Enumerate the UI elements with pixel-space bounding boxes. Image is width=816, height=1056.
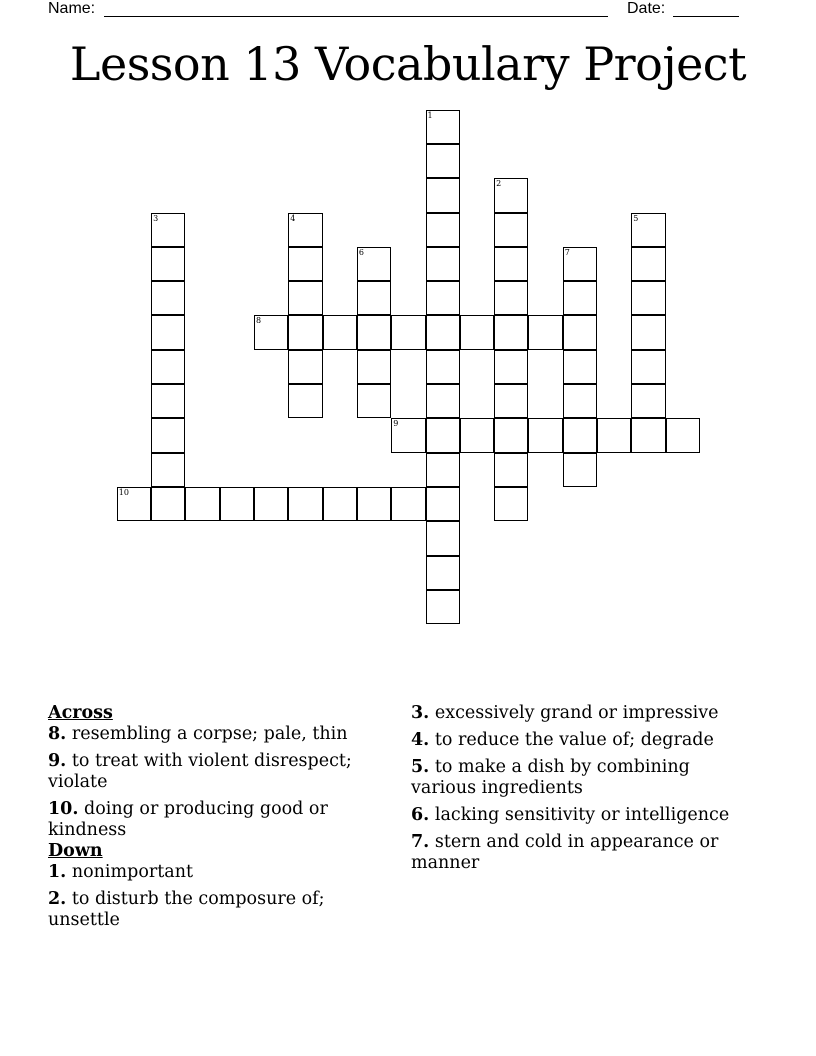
- crossword-cell[interactable]: [288, 487, 322, 521]
- clue-number: 5.: [411, 757, 430, 777]
- crossword-cell[interactable]: [426, 453, 460, 487]
- down-heading: Down: [48, 841, 103, 861]
- clue-across-8: [48, 724, 393, 745]
- clues-right-column: [411, 703, 756, 880]
- crossword-cell[interactable]: [357, 281, 391, 315]
- crossword-cell[interactable]: [494, 178, 528, 212]
- crossword-cell[interactable]: [494, 213, 528, 247]
- crossword-cell[interactable]: [323, 487, 357, 521]
- crossword-cell[interactable]: [426, 178, 460, 212]
- crossword-cell[interactable]: [426, 144, 460, 178]
- page-title: Lesson 13 Vocabulary Project: [69, 37, 747, 91]
- clue-text: to disturb the composure of; unsettle: [48, 889, 325, 930]
- crossword-cell[interactable]: [357, 384, 391, 418]
- cell-number: 3: [153, 213, 159, 223]
- crossword-cell[interactable]: [631, 350, 665, 384]
- crossword-cell[interactable]: [288, 350, 322, 384]
- crossword-cell[interactable]: [563, 247, 597, 281]
- crossword-cell[interactable]: [494, 350, 528, 384]
- crossword-cell[interactable]: [391, 315, 425, 349]
- crossword-cell[interactable]: [151, 281, 185, 315]
- crossword-cell[interactable]: [494, 418, 528, 452]
- crossword-cell[interactable]: [631, 315, 665, 349]
- crossword-cell[interactable]: [151, 350, 185, 384]
- crossword-cell[interactable]: [391, 487, 425, 521]
- crossword-cell[interactable]: [357, 350, 391, 384]
- clue-down-2: [48, 889, 393, 931]
- crossword-cell[interactable]: [426, 247, 460, 281]
- crossword-cell[interactable]: [494, 487, 528, 521]
- name-input-line[interactable]: [104, 16, 608, 17]
- crossword-cell[interactable]: [254, 487, 288, 521]
- clue-number: 6.: [411, 805, 430, 825]
- clue-text: to reduce the value of; degrade: [434, 730, 714, 750]
- crossword-cell[interactable]: [563, 281, 597, 315]
- crossword-cell[interactable]: [597, 418, 631, 452]
- cell-number: 2: [496, 179, 502, 189]
- crossword-cell[interactable]: [357, 247, 391, 281]
- crossword-cell[interactable]: [528, 418, 562, 452]
- crossword-cell[interactable]: [494, 281, 528, 315]
- crossword-cell[interactable]: [563, 418, 597, 452]
- clue-down-4: [411, 730, 756, 751]
- crossword-cell[interactable]: [151, 213, 185, 247]
- crossword-cell[interactable]: [631, 247, 665, 281]
- crossword-cell[interactable]: [426, 315, 460, 349]
- clue-text: resembling a corpse; pale, thin: [71, 724, 348, 744]
- crossword-cell[interactable]: [426, 556, 460, 590]
- cell-number: 5: [633, 213, 639, 223]
- crossword-cell[interactable]: [666, 418, 700, 452]
- crossword-cell[interactable]: [288, 315, 322, 349]
- crossword-cell[interactable]: [426, 418, 460, 452]
- crossword-cell[interactable]: [426, 384, 460, 418]
- crossword-cell[interactable]: [151, 384, 185, 418]
- crossword-cell[interactable]: [426, 281, 460, 315]
- cell-number: 10: [118, 487, 129, 497]
- crossword-cell[interactable]: [357, 487, 391, 521]
- crossword-cell[interactable]: [494, 247, 528, 281]
- clue-number: 7.: [411, 832, 430, 852]
- crossword-cell[interactable]: [460, 418, 494, 452]
- name-label: Name:: [48, 0, 96, 17]
- crossword-cell[interactable]: [631, 384, 665, 418]
- crossword-cell[interactable]: [460, 315, 494, 349]
- cell-number: 7: [564, 247, 570, 257]
- crossword-cell[interactable]: [117, 487, 151, 521]
- clue-number: 8.: [48, 724, 67, 744]
- clue-text: nonimportant: [71, 862, 194, 882]
- crossword-cell[interactable]: [151, 315, 185, 349]
- clue-down-3: [411, 703, 756, 724]
- date-input-line[interactable]: [673, 16, 739, 17]
- cell-number: 4: [290, 213, 296, 223]
- clue-number: 2.: [48, 889, 67, 909]
- clue-down-1: [48, 862, 393, 883]
- crossword-cell[interactable]: [151, 453, 185, 487]
- crossword-cell[interactable]: [426, 350, 460, 384]
- crossword-cell[interactable]: [563, 350, 597, 384]
- clue-number: 4.: [411, 730, 430, 750]
- crossword-cell[interactable]: [426, 590, 460, 624]
- crossword-cell[interactable]: [288, 213, 322, 247]
- date-label: Date:: [627, 0, 666, 17]
- crossword-cell[interactable]: [563, 315, 597, 349]
- clue-across-10: [48, 799, 393, 841]
- cell-number: 8: [256, 316, 262, 326]
- clue-text: lacking sensitivity or intelligence: [434, 805, 730, 825]
- crossword-cell[interactable]: [288, 384, 322, 418]
- crossword-cell[interactable]: [563, 453, 597, 487]
- clue-text: to make a dish by combining various ingredients: [411, 757, 690, 798]
- crossword-cell[interactable]: [426, 521, 460, 555]
- crossword-cell[interactable]: [426, 213, 460, 247]
- clue-text: excessively grand or impressive: [434, 703, 719, 723]
- crossword-cell[interactable]: [391, 418, 425, 452]
- crossword-cell[interactable]: [323, 315, 357, 349]
- cell-number: 1: [427, 110, 433, 120]
- crossword-cell[interactable]: [563, 384, 597, 418]
- crossword-cell[interactable]: [185, 487, 219, 521]
- clue-down-6: [411, 805, 756, 826]
- clue-number: 9.: [48, 751, 67, 771]
- clue-across-9: [48, 751, 393, 793]
- crossword-cell[interactable]: [151, 418, 185, 452]
- crossword-cell[interactable]: [288, 281, 322, 315]
- clues-left-column: [48, 703, 393, 937]
- clue-text: doing or producing good or kindness: [48, 799, 328, 840]
- crossword-cell[interactable]: [426, 487, 460, 521]
- crossword-cell[interactable]: [528, 315, 562, 349]
- clue-text: stern and cold in appearance or manner: [411, 832, 719, 873]
- crossword-cell[interactable]: [254, 315, 288, 349]
- crossword-cell[interactable]: [151, 487, 185, 521]
- crossword-cell[interactable]: [151, 247, 185, 281]
- crossword-cell[interactable]: [220, 487, 254, 521]
- clue-number: 1.: [48, 862, 67, 882]
- crossword-cell[interactable]: [631, 418, 665, 452]
- across-heading: Across: [48, 703, 113, 723]
- clue-down-5: [411, 757, 756, 799]
- clue-number: 3.: [411, 703, 430, 723]
- crossword-cell[interactable]: [631, 213, 665, 247]
- cell-number: 6: [358, 247, 364, 257]
- clue-down-7: [411, 832, 756, 874]
- cell-number: 9: [393, 419, 399, 429]
- crossword-cell[interactable]: [494, 384, 528, 418]
- crossword-cell[interactable]: [631, 281, 665, 315]
- crossword-cell[interactable]: [288, 247, 322, 281]
- clue-number: 10.: [48, 799, 79, 819]
- crossword-cell[interactable]: [494, 453, 528, 487]
- crossword-cell[interactable]: [357, 315, 391, 349]
- crossword-cell[interactable]: [494, 315, 528, 349]
- crossword-cell[interactable]: [426, 110, 460, 144]
- clue-text: to treat with violent disrespect; violate: [48, 751, 352, 792]
